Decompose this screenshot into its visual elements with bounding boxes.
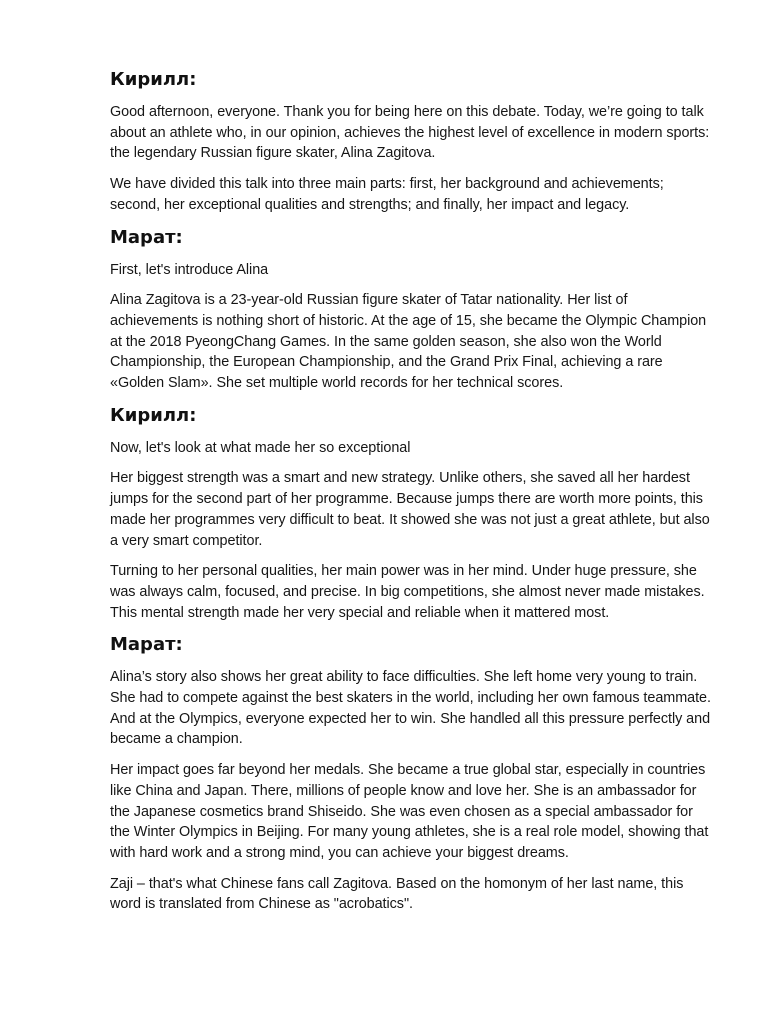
paragraph: We have divided this talk into three main parts: first, her background and achievements; second, her exceptional qualities and strengths; and finally, her impact and legacy. <box>110 176 664 213</box>
section-marat-background <box>110 226 716 394</box>
paragraph: Alina’s story also shows her great ability to face difficulties. She left home very young to train. She had to compete against the best skaters in the world, including her own famous teammate. And at the Olympics, everyone expected her to win. She handled all this pressure perfectly and became a champion. <box>110 669 711 748</box>
paragraph: Now, let's look at what made her so exceptional <box>110 439 411 456</box>
section-kirill-intro <box>110 68 716 216</box>
paragraph: First, let's introduce Alina <box>110 261 269 278</box>
speaker-heading: Марат: <box>110 226 183 248</box>
section-kirill-qualities <box>110 404 716 624</box>
paragraph: Alina Zagitova is a 23-year-old Russian figure skater of Tatar nationality. Her list of achievements is nothing short of historic. At the age of 15, she became the Olympic Champion at the 2018 PyeongChang Games. In the same golden season, she also won the World Championship, the European Championship, and the Grand Prix Final, achieving a rare «Golden Slam». She set multiple world records for her technical scores. <box>110 292 707 392</box>
paragraph: Turning to her personal qualities, her main power was in her mind. Under huge pressure, she was always calm, focused, and precise. In big competitions, she almost never made mistakes. This mental strength made her very special and reliable when it mattered most. <box>110 563 705 621</box>
document-page <box>110 68 716 925</box>
paragraph: Zaji – that's what Chinese fans call Zagitova. Based on the homonym of her last name, this word is translated from Chinese as "acrobatics". <box>110 875 684 913</box>
speaker-heading: Кирилл: <box>110 404 197 426</box>
speaker-heading: Кирилл: <box>110 69 197 90</box>
paragraph: Her biggest strength was a smart and new strategy. Unlike others, she saved all her hardest jumps for the second part of her programme. Because jumps there are worth more points, this made her programmes very difficult to beat. It showed she was not just a great athlete, but also a very smart competitor. <box>110 470 710 549</box>
speaker-heading: Марат: <box>110 634 183 656</box>
paragraph: Good afternoon, everyone. Thank you for being here on this debate. Today, we’re going to talk about an athlete who, in our opinion, achieves the highest level of excellence in modern sports: the legendary Russian figure skater, Alina Zagitova. <box>110 104 710 162</box>
paragraph: Her impact goes far beyond her medals. She became a true global star, especially in countries like China and Japan. There, millions of people know and love her. She is an ambassador for the Japanese cosmetics brand Shiseido. She was even chosen as a special ambassador for the Winter Olympics in Beijing. For many young athletes, she is a real role model, showing that with hard work and a strong mind, you can achieve your biggest dreams. <box>110 762 709 861</box>
section-marat-legacy <box>110 633 716 915</box>
